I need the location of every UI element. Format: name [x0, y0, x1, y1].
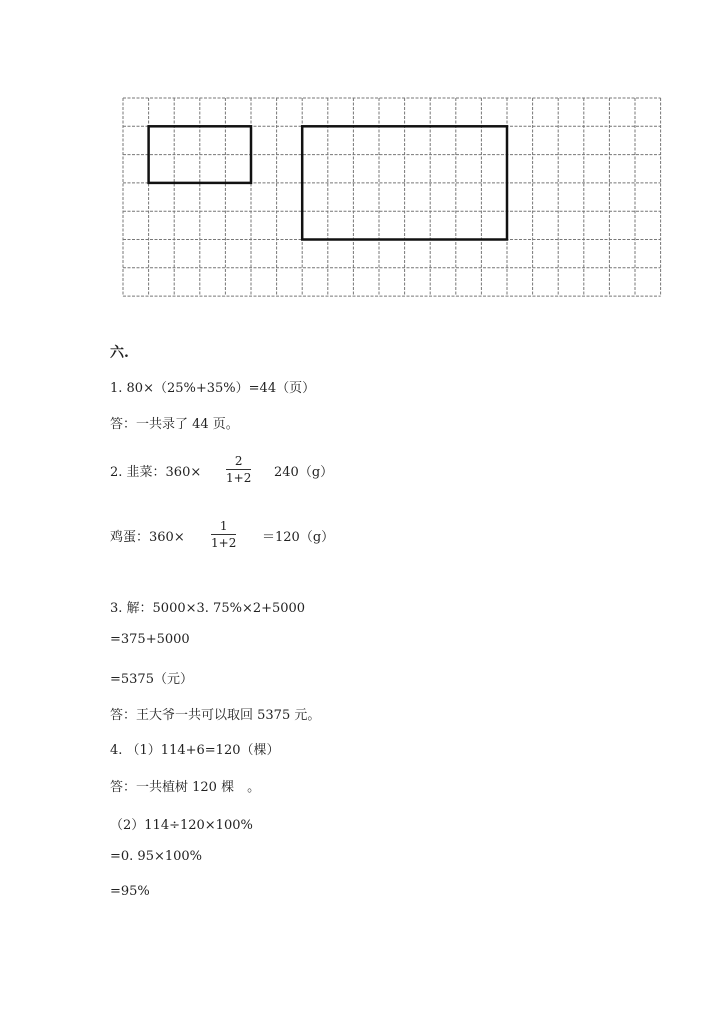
- answer-line: ＝120（g）: [262, 530, 335, 545]
- section-heading: 六.: [110, 345, 129, 361]
- answer-line: 鸡蛋：360×: [110, 530, 185, 545]
- answer-line: 240（g）: [274, 465, 334, 480]
- answer-line: =0. 95×100%: [110, 849, 203, 864]
- numerator: 2: [226, 454, 251, 470]
- answer-line: =375+5000: [110, 632, 190, 647]
- answer-line: =95%: [110, 884, 150, 899]
- answer-line: 2. 韭菜：360×: [110, 465, 202, 480]
- answer-line: 答：王大爷一共可以取回 5375 元。: [110, 708, 321, 723]
- answer-line: 3. 解：5000×3. 75%×2+5000: [110, 601, 306, 616]
- answer-line: 4. （1）114+6=120（棵）: [110, 743, 280, 758]
- answer-line: =5375（元）: [110, 672, 193, 687]
- denominator: 1+2: [226, 471, 252, 485]
- fraction: [226, 454, 251, 485]
- square-grid: [122, 97, 662, 297]
- answer-line: 答：一共录了 44 页。: [110, 417, 239, 432]
- answer-line: 答：一共植树 120 棵 。: [110, 780, 261, 795]
- denominator: 1+2: [211, 536, 237, 550]
- answer-line: 1. 80×（25%+35%）=44（页）: [110, 381, 316, 396]
- numerator: 1: [211, 519, 236, 535]
- answer-line: （2）114÷120×100%: [110, 818, 253, 833]
- fraction: [211, 519, 236, 550]
